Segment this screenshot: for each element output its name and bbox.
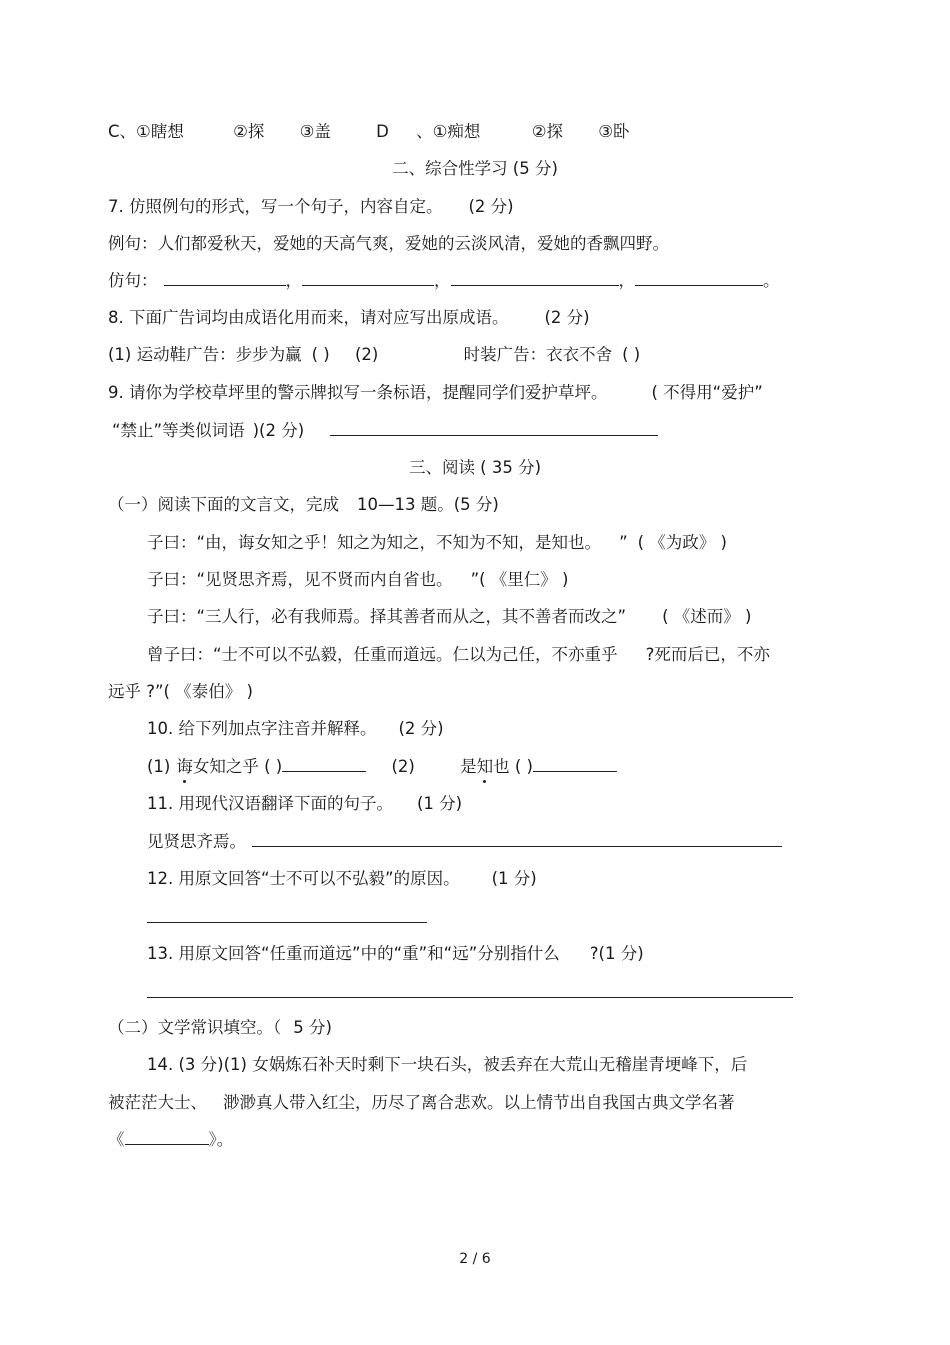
q9-answer-blank[interactable] — [330, 421, 658, 436]
option-c-1: ①瞎想 — [136, 122, 184, 141]
q10-item2-blank[interactable] — [533, 757, 617, 772]
q11-answer-line — [147, 831, 782, 853]
q9-note-line — [112, 420, 658, 442]
section2-heading: 二、综合性学习 (5 分) — [392, 159, 558, 178]
q14-line-3 — [108, 1129, 233, 1151]
q7-end: 。 — [763, 271, 780, 290]
q10-text: 10. 给下列加点字注音并解释。 — [147, 719, 377, 738]
q14-open-bracket: 《 — [108, 1130, 125, 1149]
q7-blank-2[interactable] — [302, 271, 434, 286]
q12-answer-blank[interactable] — [147, 922, 427, 923]
q11-sentence: 见贤思齐焉。 — [147, 832, 246, 851]
q9-note-3: )(2 分) — [252, 421, 305, 440]
q13-answer-blank[interactable] — [147, 997, 793, 998]
option-d-1: ①痴想 — [432, 122, 481, 141]
q14-line-2 — [108, 1092, 735, 1114]
q12-prompt — [147, 868, 537, 890]
page-number: 2 / 6 — [459, 1251, 491, 1267]
part1-heading-a: （一）阅读下面的文言文，完成 — [108, 495, 339, 514]
q13-prompt — [147, 943, 644, 965]
q8-item1: (1) 运动鞋广告：步步为赢 — [108, 345, 302, 364]
passage-3 — [147, 606, 751, 628]
q7-blank-4[interactable] — [635, 271, 763, 286]
part2-heading-a: （二）文学常识填空。（ — [108, 1018, 282, 1037]
passage-1-source: ( 《为政》 ) — [637, 533, 727, 552]
q10-score: (2 分) — [398, 719, 444, 738]
q10-items — [147, 756, 617, 778]
q14-close-bracket: 》。 — [208, 1130, 234, 1149]
passage-1 — [147, 532, 727, 554]
option-d-3: ③卧 — [598, 122, 630, 141]
q12-score: (1 分) — [491, 869, 537, 888]
part2-heading-b: 5 分) — [293, 1018, 332, 1037]
q14-line-1: 14. (3 分)(1) 女娲炼石补天时剩下一块石头，被丢弃在大荒山无稽崖青埂峰下，后 — [147, 1055, 748, 1074]
q8-item2-answer[interactable]: ( ) — [622, 345, 641, 364]
q10-item2-pre: 是 — [460, 757, 477, 776]
part1-heading — [108, 494, 499, 516]
q7-comma-2: ， — [434, 271, 451, 290]
part2-heading — [108, 1017, 332, 1039]
q7-text: 7. 仿照例句的形式，写一个句子，内容自定。 — [108, 197, 443, 216]
passage-2 — [147, 569, 568, 591]
passage-1-text: 子曰：“由，诲女知之乎！知之为知之，不知为不知，是知也。 — [147, 533, 602, 552]
q9-note-2: “禁止”等类似词语 — [112, 421, 245, 440]
q10-item2-num: (2) — [391, 757, 415, 776]
q8-prompt — [108, 307, 590, 329]
q9-prompt — [108, 382, 763, 404]
q7-score: (2 分) — [468, 197, 514, 216]
option-c-2: ②探 — [233, 122, 265, 141]
option-d-sep: 、 — [416, 122, 433, 141]
part1-heading-b: 10—13 题。(5 分) — [357, 495, 499, 514]
q14-line-2a: 被茫茫大士、 — [108, 1093, 207, 1112]
q7-comma-1: ， — [285, 271, 302, 290]
q10-item1-dotted-char: 诲 — [176, 757, 193, 776]
q14-line-2b: 渺渺真人带入红尘，历尽了离合悲欢。以上情节出自我国古典文学名著 — [223, 1093, 735, 1112]
q8-items — [108, 344, 640, 366]
q7-example: 例句：人们都爱秋天，爱她的天高气爽，爱她的云淡风清，爱她的香飘四野。 — [108, 234, 669, 253]
q11-prompt — [147, 793, 462, 815]
q11-text: 11. 用现代汉语翻译下面的句子。 — [147, 794, 393, 813]
q7-blank-1[interactable] — [164, 271, 286, 286]
q11-answer-blank[interactable] — [252, 832, 782, 847]
q7-imitate-line — [108, 270, 780, 292]
passage-4-cont: 远乎 ?”( 《泰伯》 ) — [108, 682, 253, 701]
option-c-label: C、 — [108, 122, 137, 141]
q10-item1-blank[interactable] — [282, 757, 366, 772]
option-c-3: ③盖 — [299, 122, 331, 141]
q7-blank-3[interactable] — [451, 271, 619, 286]
q10-item1-rest: 女知之乎 ( ) — [192, 757, 283, 776]
passage-3-text: 子曰：“三人行，必有我师焉。择其善者而从之，其不善者而改之” — [147, 607, 627, 626]
option-d-2: ②探 — [531, 122, 563, 141]
q7-imitate-label: 仿句： — [108, 271, 158, 290]
passage-1-close: ” — [619, 533, 628, 552]
q14-book-blank[interactable] — [125, 1130, 209, 1145]
q11-score: (1 分) — [417, 794, 463, 813]
passage-2-source: ”( 《里仁》 ) — [470, 570, 569, 589]
q9-note-1: ( 不得用“爱护” — [651, 383, 763, 402]
q8-item1-answer[interactable]: ( ) — [311, 345, 330, 364]
passage-2-text: 子曰：“见贤思齐焉，见不贤而内自省也。 — [147, 570, 453, 589]
q10-prompt — [147, 718, 444, 740]
q8-text: 8. 下面广告词均由成语化用而来，请对应写出原成语。 — [108, 308, 509, 327]
q8-score: (2 分) — [544, 308, 590, 327]
q13-score: ?(1 分) — [589, 944, 644, 963]
q12-text: 12. 用原文回答“士不可以不弘毅”的原因。 — [147, 869, 460, 888]
q10-item2-dotted-char: 知 — [476, 757, 494, 776]
passage-4 — [147, 644, 770, 666]
q8-item2-num: (2) — [355, 345, 379, 364]
passage-3-source: ( 《述而》 ) — [662, 607, 752, 626]
q13-text: 13. 用原文回答“任重而道远”中的“重”和“远”分别指什么 — [147, 944, 560, 963]
q8-item2: 时装广告：衣衣不舍 — [463, 345, 613, 364]
option-d-label: D — [376, 122, 389, 141]
q7-comma-3: ， — [618, 271, 635, 290]
q7-prompt — [108, 196, 514, 218]
q10-item1-num: (1) — [147, 757, 171, 776]
q10-item2-rest: 也 ( ) — [493, 757, 533, 776]
section3-heading: 三、阅读 ( 35 分) — [408, 458, 542, 477]
passage-4-text-b: ?死而后已，不亦 — [645, 645, 770, 664]
passage-4-text: 曾子曰：“士不可以不弘毅，任重而道远。仁以为己任，不亦重乎 — [147, 645, 618, 664]
q6-options-line — [108, 121, 630, 143]
q9-text: 9. 请你为学校草坪里的警示牌拟写一条标语，提醒同学们爱护草坪。 — [108, 383, 608, 402]
